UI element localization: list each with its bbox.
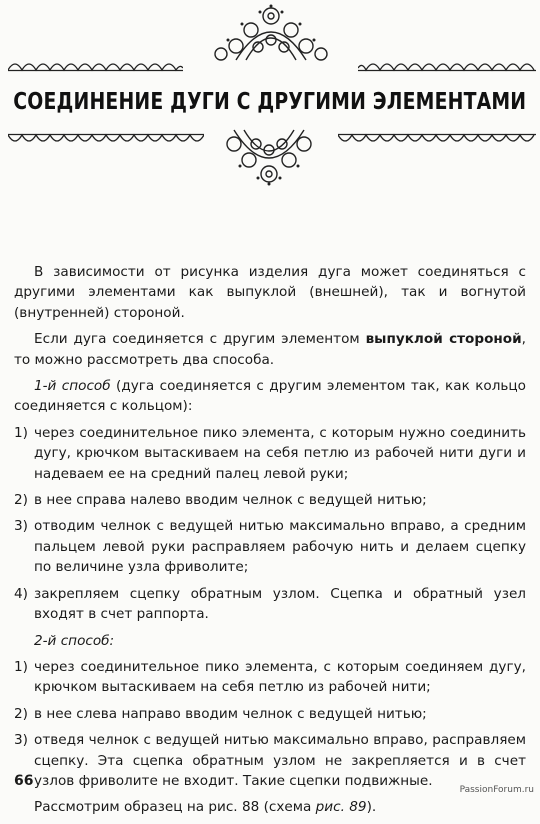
lace-ornament-bottom xyxy=(194,128,344,188)
closing-paragraph xyxy=(14,797,526,817)
method1-step xyxy=(14,423,526,484)
intro-p2-text: Если дуга соединяется с другим элементом xyxy=(34,331,366,348)
method2-step xyxy=(14,730,526,791)
step-number: 3) xyxy=(14,732,28,749)
intro-paragraph-2 xyxy=(14,329,526,370)
figure-reference: рис. 89 xyxy=(315,799,367,816)
intro-paragraph-1: В зависимости от рисунка изделия дуга может соединяться с другими элементами как выпуклой (внешней), так и вогнутой (внутренней) стороной. xyxy=(14,264,526,321)
method1-description: (дуга соединяется с другим элементом так, как кольцо соединяется с кольцом): xyxy=(14,378,527,415)
step-number: 2) xyxy=(14,705,28,722)
body-text xyxy=(14,262,526,824)
step-number: 1) xyxy=(14,424,28,441)
step-text: отведя челнок с ведущей нитью максимально вправо, расправляем сцепку. Эта сцепка обратным узлом не закрепляется и в счет узлов фриволите не входит. Такие сцепки подвижные. xyxy=(34,732,526,789)
method2-heading: 2-й способ: xyxy=(34,632,115,649)
page-number: 66 xyxy=(14,773,34,789)
method1-label: 1-й способ xyxy=(34,378,111,395)
intro-p2-tail: , то можно рассмотреть два способа. xyxy=(14,331,526,368)
step-text: отводим челнок с ведущей нитью максимально вправо, а средним пальцем левой руки расправляем рабочую нить и делаем сцепку по величине узла фриволите; xyxy=(34,518,526,576)
lace-band-bottom-right xyxy=(338,133,536,147)
closing-text: Рассмотрим образец на рис. 88 (схема xyxy=(34,799,316,816)
method1-step xyxy=(14,516,526,577)
lace-ornament-top xyxy=(176,2,366,62)
intro-p2-bold: выпуклой стороной xyxy=(365,331,522,348)
lace-band-bottom-left xyxy=(8,133,204,147)
step-text: в нее слева направо вводим челнок с ведущей нитью; xyxy=(34,705,427,722)
method1-step xyxy=(14,584,526,625)
step-text: через соединительное пико элемента, с которым нужно соединить дугу, крючком вытаскиваем на себя петлю из рабочей нити дуги и надеваем ее на средний палец левой руки; xyxy=(34,424,526,482)
step-number: 2) xyxy=(14,492,28,509)
closing-tail: ). xyxy=(366,799,377,816)
page-title: СОЕДИНЕНИЕ ДУГИ С ДРУГИМИ ЭЛЕМЕНТАМИ xyxy=(13,89,527,115)
title-block xyxy=(0,72,540,132)
step-number: 1) xyxy=(14,658,28,675)
watermark: PassionForum.ru xyxy=(459,785,534,795)
method2-step xyxy=(14,657,526,698)
method1-step xyxy=(14,490,526,510)
method2-step xyxy=(14,704,526,724)
method1-heading xyxy=(14,376,526,417)
lace-band-top-left xyxy=(8,58,183,72)
lace-band-top-right xyxy=(358,58,536,72)
step-number: 3) xyxy=(14,518,28,535)
step-text: в нее справа налево вводим челнок с ведущей нитью; xyxy=(34,492,427,509)
step-text: через соединительное пико элемента, с которым соединяем дугу, крючком вытаскиваем на себя петлю из рабочей нити; xyxy=(34,658,526,696)
step-number: 4) xyxy=(14,585,28,602)
step-text: закрепляем сцепку обратным узлом. Сцепка и обратный узел входят в счет раппорта. xyxy=(34,585,526,623)
